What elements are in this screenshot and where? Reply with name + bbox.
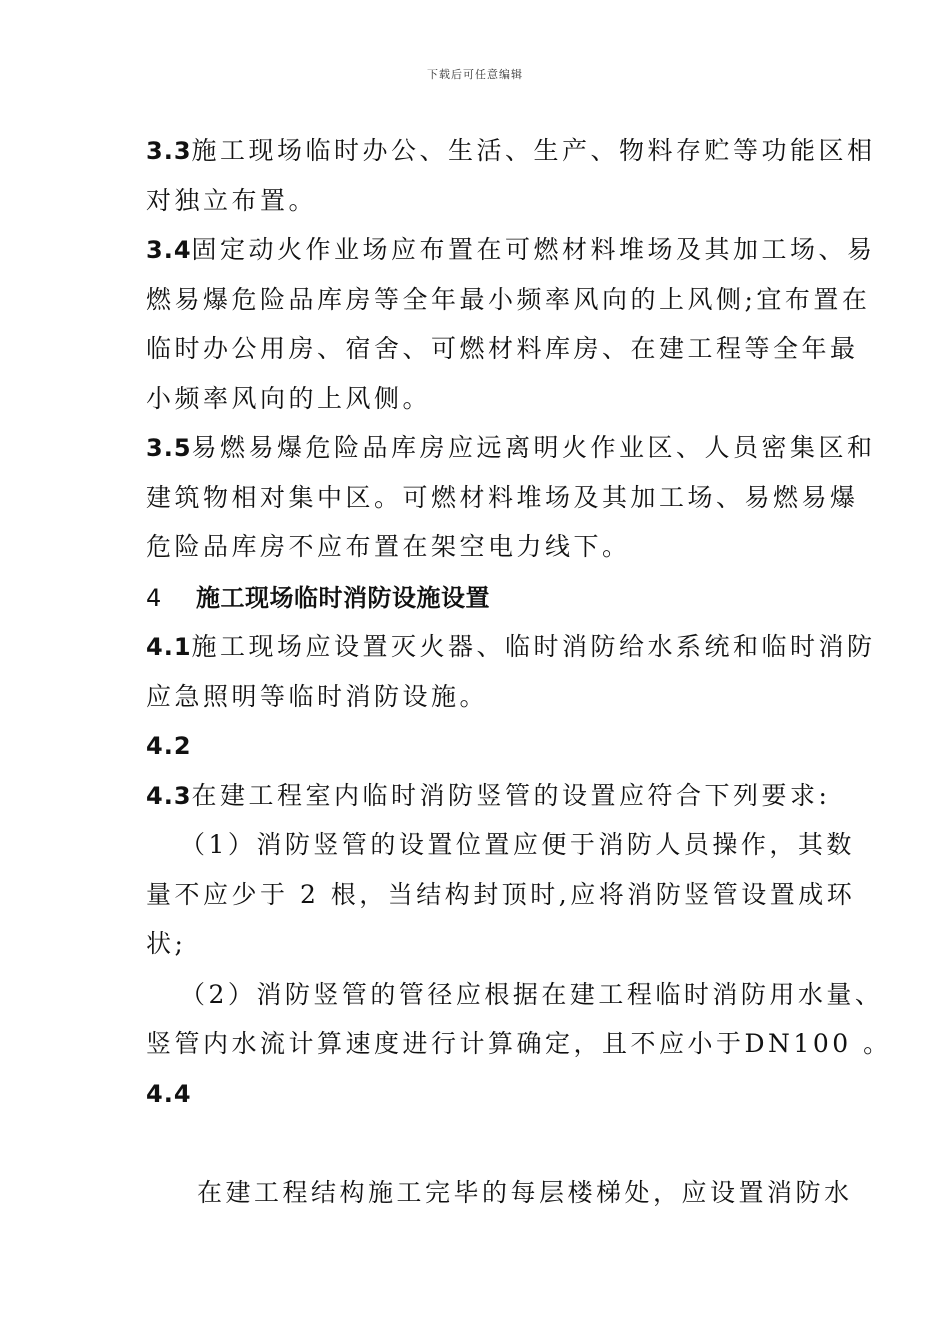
page-header: 下载后可任意编辑 bbox=[427, 68, 523, 81]
clause-number: 3.4 bbox=[146, 236, 192, 264]
line-text: 危险品库房不应布置在架空电力线下。 bbox=[146, 532, 631, 561]
paragraph-3-3-line-1 bbox=[146, 136, 876, 166]
paragraph-4-4-body-line-1 bbox=[197, 1178, 853, 1208]
paragraph-3-5-line-3 bbox=[146, 532, 631, 562]
clause-number: 3.5 bbox=[146, 434, 192, 462]
clause-number: 3.3 bbox=[146, 137, 192, 165]
line-text: （2）消防竖管的管径应根据在建工程临时消防用水量、 bbox=[180, 980, 884, 1009]
paragraph-3-4-line-4 bbox=[146, 384, 431, 414]
paragraph-3-4-line-2 bbox=[146, 285, 870, 315]
section-title: 施工现场临时消防设施设置 bbox=[196, 584, 490, 612]
clause-number: 4.3 bbox=[146, 782, 192, 810]
line-text: 在建工程室内临时消防竖管的设置应符合下列要求: bbox=[191, 781, 831, 810]
line-text: 状; bbox=[146, 929, 187, 958]
line-text: 应急照明等临时消防设施。 bbox=[146, 682, 489, 711]
line-text: 施工现场临时办公、生活、生产、物料存贮等功能区相 bbox=[191, 136, 876, 165]
line-text: 临时办公用房、宿舍、可燃材料库房、在建工程等全年最 bbox=[146, 334, 859, 363]
clause-number: 4.4 bbox=[146, 1080, 192, 1108]
item-2-line-1 bbox=[180, 980, 883, 1010]
paragraph-4-2 bbox=[146, 731, 192, 761]
item-1-line-2 bbox=[146, 880, 855, 910]
section-number: 4 bbox=[146, 584, 162, 612]
paragraph-3-4-line-1 bbox=[146, 235, 876, 265]
item-2-line-2 bbox=[146, 1029, 892, 1059]
clause-number: 4.1 bbox=[146, 633, 192, 661]
line-text: 对独立布置。 bbox=[146, 186, 318, 215]
line-text: 量不应少于 2 根，当结构封顶时,应将消防竖管设置成环 bbox=[146, 880, 856, 909]
paragraph-3-5-line-2 bbox=[146, 483, 859, 513]
paragraph-3-4-line-3 bbox=[146, 334, 859, 364]
clause-number: 4.2 bbox=[146, 732, 192, 760]
line-text: 建筑物相对集中区。可燃材料堆场及其加工场、易燃易爆 bbox=[146, 483, 859, 512]
line-text: 易燃易爆危险品库房应远离明火作业区、人员密集区和 bbox=[191, 433, 876, 462]
line-text: 在建工程结构施工完毕的每层楼梯处，应设置消防水 bbox=[197, 1178, 853, 1207]
line-text: 竖管内水流计算速度进行计算确定，且不应小于DN100 。 bbox=[146, 1029, 892, 1058]
paragraph-3-5-line-1 bbox=[146, 433, 876, 463]
item-1-line-3 bbox=[146, 929, 186, 959]
item-1-line-1 bbox=[180, 830, 855, 860]
paragraph-4-4 bbox=[146, 1079, 192, 1109]
paragraph-4-1-line-1 bbox=[146, 632, 876, 662]
line-text: （1）消防竖管的设置位置应便于消防人员操作，其数 bbox=[180, 830, 855, 859]
paragraph-4-1-line-2 bbox=[146, 682, 488, 712]
line-text: 燃易爆危险品库房等全年最小频率风向的上风侧;宜布置在 bbox=[146, 285, 871, 314]
section-4-heading bbox=[146, 583, 490, 613]
paragraph-3-3-line-2 bbox=[146, 186, 317, 216]
line-text: 固定动火作业场应布置在可燃材料堆场及其加工场、易 bbox=[191, 235, 876, 264]
paragraph-4-3-line-1 bbox=[146, 781, 830, 811]
line-text: 施工现场应设置灭火器、临时消防给水系统和临时消防 bbox=[191, 632, 876, 661]
line-text: 小频率风向的上风侧。 bbox=[146, 384, 432, 413]
